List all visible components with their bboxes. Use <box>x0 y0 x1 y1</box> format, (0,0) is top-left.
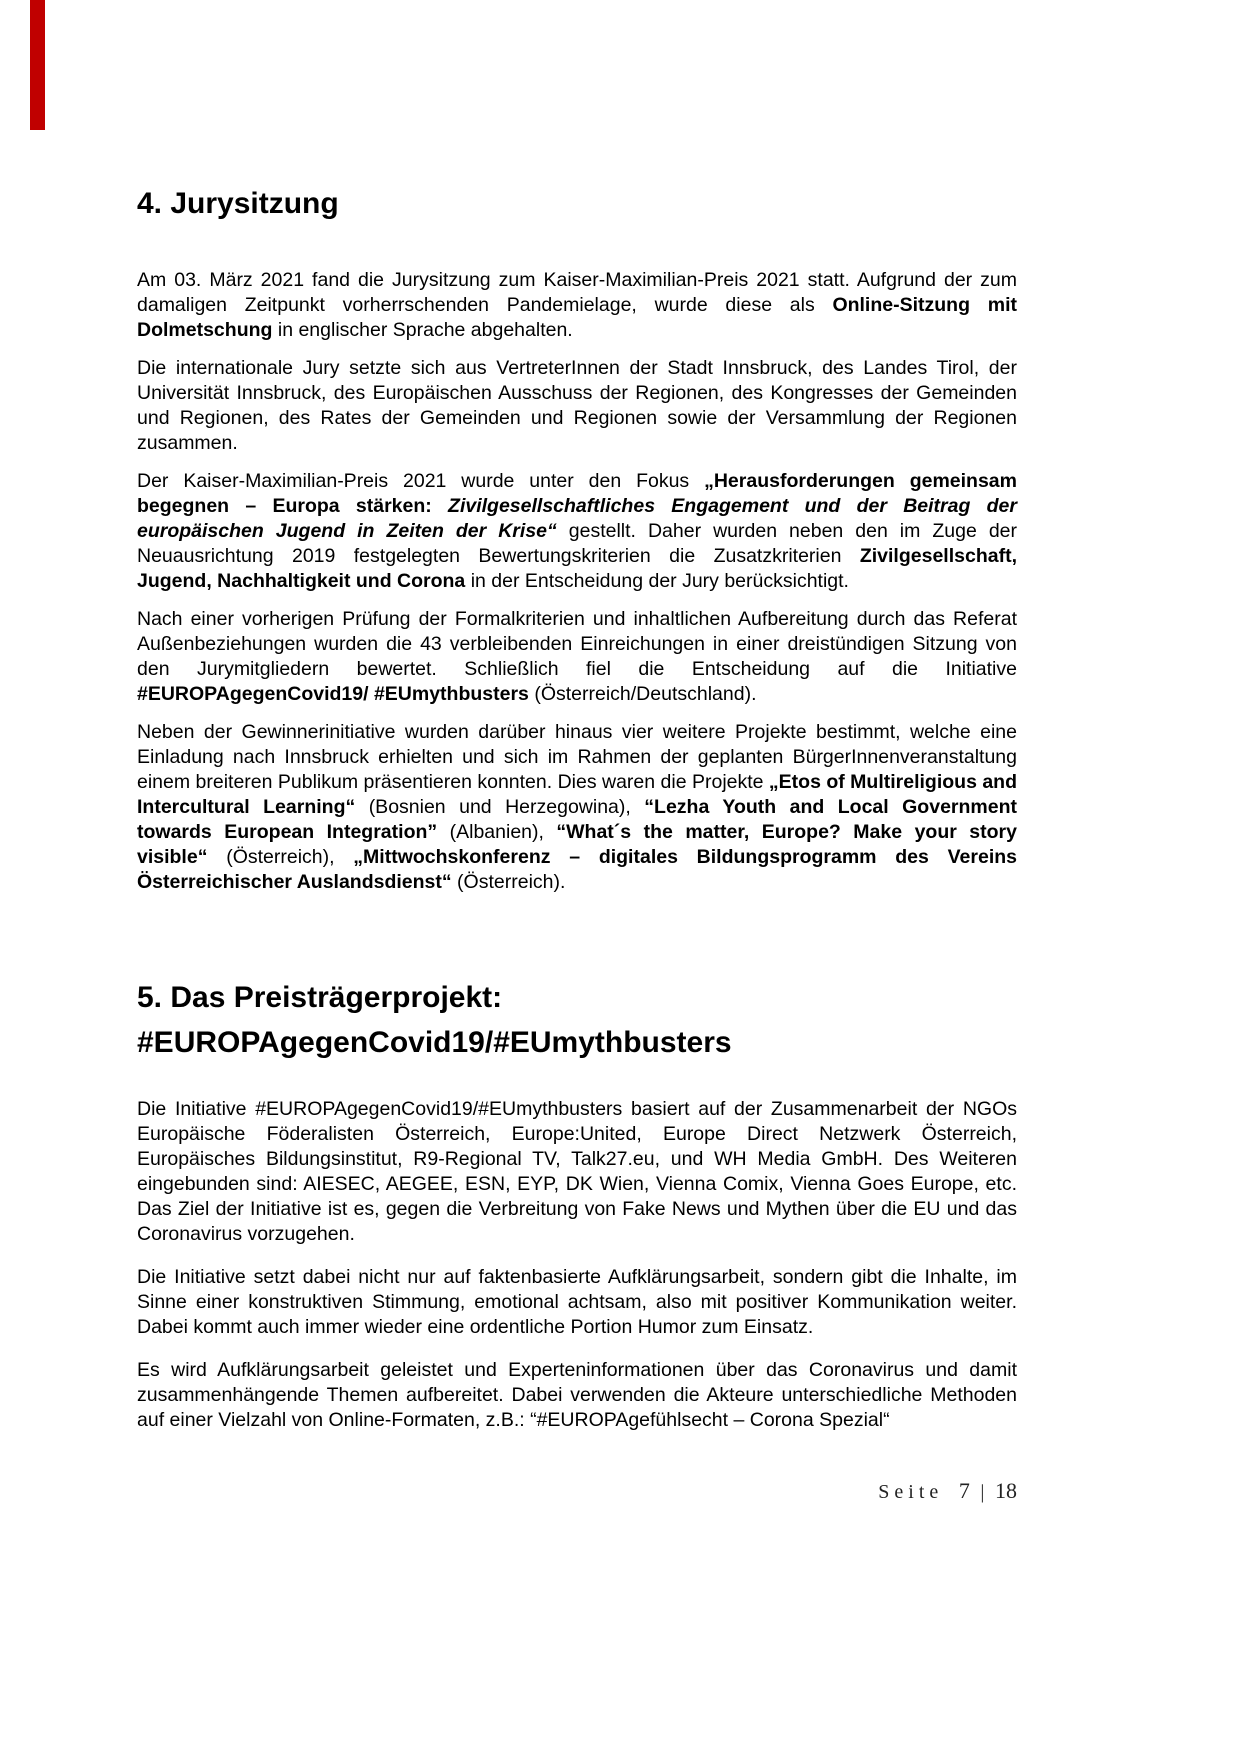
text-run: Zivilgesellschaft, Jugend, Nachhaltigkeit und Corona <box>137 545 1017 592</box>
text-run: 4. Jurysitzung <box>137 187 339 220</box>
text-run: gestellt. Daher wurden neben den im Zuge der Neuausrichtung 2019 festgelegten Bewertungskriterien die Zusatzkriterien <box>137 520 1018 567</box>
heading-section-5 <box>137 975 1017 1065</box>
text-run: Die Initiative setzt dabei nicht nur auf faktenbasierte Aufklärungsarbeit, sondern gibt die Inhalte, im Sinne einer konstruktiven Stimmung, emotional achtsam, also mit positiver Kommunikation weiter. Dabei kommt auch immer wieder eine ordentliche Portion Humor zum Einsatz. <box>137 1266 1017 1338</box>
text-run: (Österreich), <box>207 846 354 868</box>
text-run: #EUROPAgegenCovid19/ #EUmythbusters <box>137 683 529 705</box>
text-run: Zivilgesellschaftliches Engagement und der Beitrag der europäischen Jugend in Zeiten der Krise“ <box>137 495 1017 542</box>
para-weitere-projekte <box>137 720 1017 895</box>
text-run: „Etos of Multireligious and Intercultural Learning“ <box>137 771 1018 818</box>
para-sitzung-termin <box>137 268 1017 343</box>
text-run: #EUROPAgegenCovid19/#EUmythbusters <box>137 1026 732 1059</box>
para-aufklaerungsarbeit <box>137 1358 1017 1433</box>
text-run: Neben der Gewinnerinitiative wurden darüber hinaus vier weitere Projekte bestimmt, welche eine Einladung nach Innsbruck erhielten und sich im Rahmen der geplanten BürgerInnenveranstaltung einem breiteren Publikum präsentieren konnten. Dies waren die Projekte <box>137 721 1017 793</box>
text-run: (Albanien), <box>437 821 557 843</box>
text-run: Nach einer vorherigen Prüfung der Formalkriterien und inhaltlichen Aufbereitung durch das Referat Außenbeziehungen wurden die 43 verbleibenden Einreichungen in einer dreistündigen Sitzung von den Jurymitgliedern bewertet. Schließlich fiel die Entscheidung auf die Initiative <box>137 608 1017 680</box>
footer-page-label: Seite <box>878 1481 944 1503</box>
footer-page-number: 7 <box>958 1478 970 1503</box>
para-fokus <box>137 469 1017 594</box>
text-run: in englischer Sprache abgehalten. <box>272 319 573 341</box>
text-run: Es wird Aufklärungsarbeit geleistet und Experteninformationen über das Coronavirus und damit zusammenhängende Themen aufbereitet. Dabei verwenden die Akteure unterschiedliche Methoden auf einer Vielzahl von Online-Formaten, z.B.: “#EUROPAgefühlsecht – Corona Spezial“ <box>137 1359 1017 1431</box>
text-run: „Mittwochskonferenz – digitales Bildungsprogramm des Vereins Österreichischer Auslandsdienst“ <box>137 846 1017 893</box>
para-jury-zusammensetzung <box>137 356 1017 456</box>
para-kommunikation <box>137 1265 1017 1340</box>
text-run: Online-Sitzung mit Dolmetschung <box>137 294 1017 341</box>
text-run: Die internationale Jury setzte sich aus VertreterInnen der Stadt Innsbruck, des Landes Tirol, der Universität Innsbruck, des Europäischen Ausschuss der Regionen, des Kongresses der Gemeinden und Regionen, des Rates der Gemeinden und Regionen sowie der Versammlung der Regionen zusammen. <box>137 357 1017 454</box>
red-accent-bar <box>30 0 45 130</box>
text-run: (Bosnien und Herzegowina), <box>355 796 645 818</box>
para-entscheidung <box>137 607 1017 707</box>
footer-separator: | <box>980 1481 985 1503</box>
para-initiative-zusammenarbeit <box>137 1097 1017 1247</box>
text-run: (Österreich/Deutschland). <box>528 683 757 705</box>
text-run: in der Entscheidung der Jury berücksichtigt. <box>465 570 849 592</box>
text-run: 5. Das Preisträgerprojekt: <box>137 981 503 1014</box>
text-run: Der Kaiser-Maximilian-Preis 2021 wurde unter den Fokus <box>137 470 705 492</box>
text-run: “Lezha Youth and Local Government towards European Integration” <box>137 796 1018 843</box>
text-run: (Österreich). <box>451 871 566 893</box>
text-run: Die Initiative #EUROPAgegenCovid19/#EUmythbusters basiert auf der Zusammenarbeit der NGOs Europäische Föderalisten Österreich, Europe:United, Europe Direct Netzwerk Österreich, Europäisches Bildungsinstitut, R9-Regional TV, Talk27.eu, und WH Media GmbH. Des Weiteren eingebunden sind: AIESEC, AEGEE, ESN, EYP, DK Wien, Vienna Comix, Vienna Goes Europe, etc. Das Ziel der Initiative ist es, gegen die Verbreitung von Fake News und Mythen über die EU und das Coronavirus vorzugehen. <box>137 1098 1017 1245</box>
text-run: Am 03. März 2021 fand die Jurysitzung zum Kaiser-Maximilian-Preis 2021 statt. Aufgrund der zum damaligen Zeitpunkt vorherrschenden Pandemielage, wurde diese als <box>137 269 1017 316</box>
page-footer <box>137 1478 1017 1504</box>
document-blocks <box>137 186 1017 1446</box>
text-run: „Herausforderungen gemeinsam begegnen – Europa stärken: <box>137 470 1017 517</box>
heading-section-4 <box>137 186 1017 222</box>
footer-total-pages: 18 <box>995 1478 1017 1503</box>
text-run: “What´s the matter, Europe? Make your story visible“ <box>137 821 1017 868</box>
